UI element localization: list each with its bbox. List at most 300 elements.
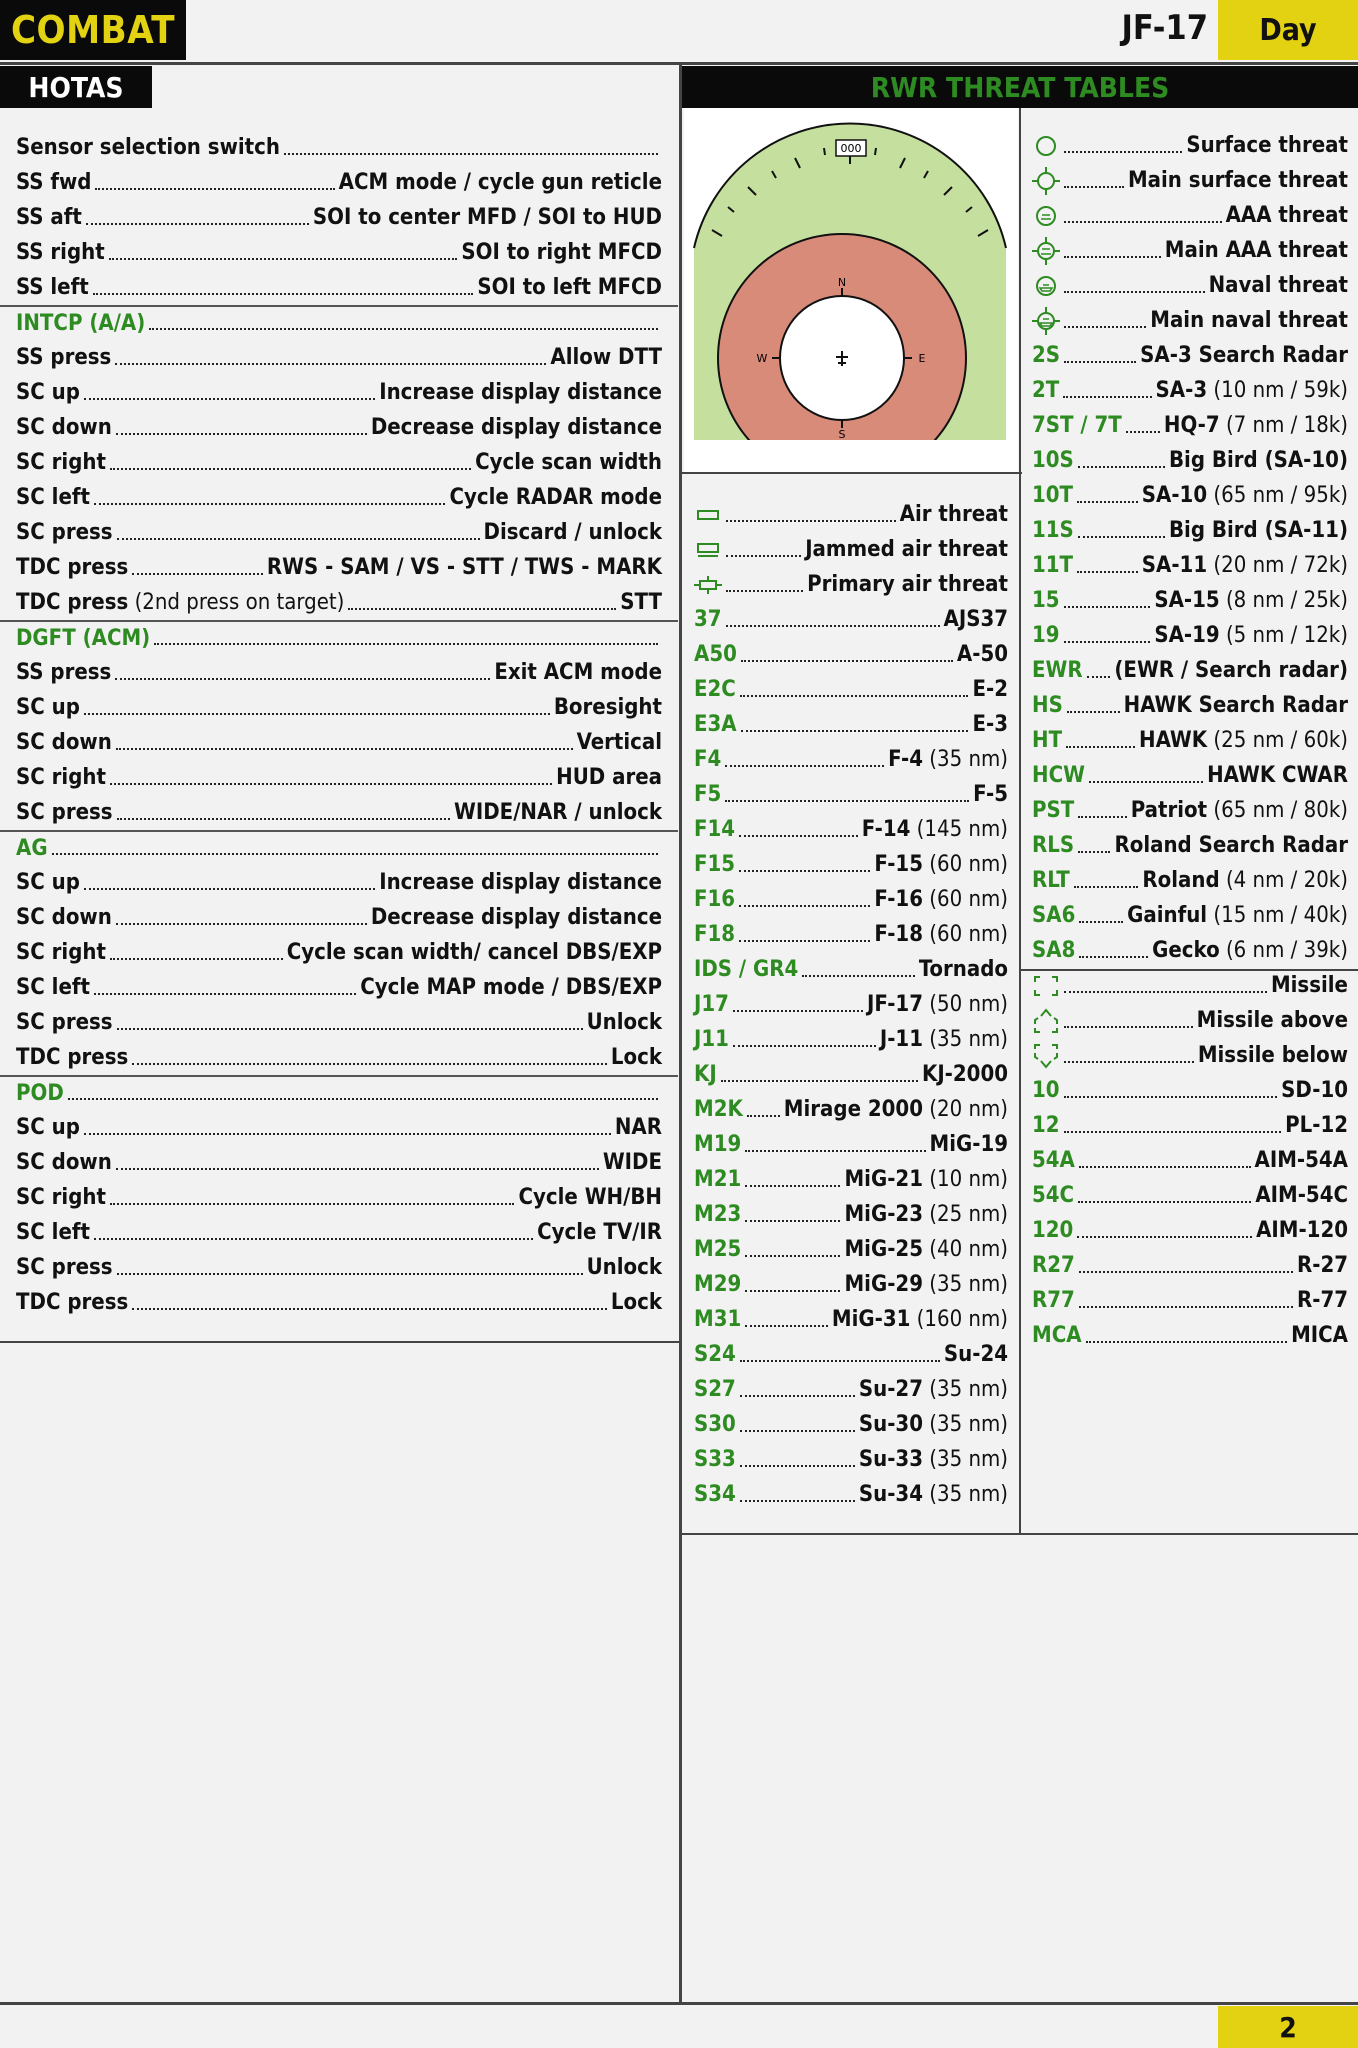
row-key: A50 [694, 642, 737, 667]
leader-dots [1064, 326, 1146, 328]
leader-dots [284, 153, 658, 155]
row-key: M31 [694, 1307, 742, 1332]
row-value: Tornado [918, 957, 1008, 982]
row-value: MiG-25 [844, 1237, 923, 1262]
row-key: 2S [1032, 343, 1061, 368]
hotas-row [0, 1285, 678, 1320]
hotas-row [0, 235, 678, 270]
row-value: J-11 [879, 1027, 923, 1052]
rwr-header: RWR THREAT TABLES [682, 66, 1358, 108]
west-label: W [756, 352, 768, 365]
row-note: (60 nm) [922, 887, 1008, 912]
leader-dots [95, 188, 334, 190]
hotas-row [0, 760, 678, 795]
row-value: KJ-2000 [921, 1062, 1008, 1087]
leader-dots [154, 643, 658, 645]
row-value: SA-3 [1155, 378, 1208, 403]
leader-dots [117, 538, 480, 540]
hotas-row [0, 1040, 678, 1075]
air-threat-row [684, 1197, 1018, 1232]
row-value: HAWK CWAR [1207, 763, 1348, 788]
row-key: M25 [694, 1237, 742, 1262]
row-value: E-3 [972, 712, 1008, 737]
leader-dots [1078, 1201, 1251, 1203]
missile-row [1022, 1038, 1358, 1073]
leader-dots [802, 975, 915, 977]
row-value: WIDE/NAR / unlock [454, 800, 662, 825]
air-threat-row [684, 1302, 1018, 1337]
row-value: MICA [1291, 1323, 1348, 1348]
leader-dots [726, 625, 940, 627]
leader-dots [745, 1325, 828, 1327]
row-value: Gainful [1127, 903, 1208, 928]
row-value: Patriot [1130, 798, 1208, 823]
row-key: SS left [16, 275, 89, 300]
row-key: M23 [694, 1202, 742, 1227]
leader-dots [1064, 1131, 1282, 1133]
leader-dots [84, 1133, 611, 1135]
row-key: EWR [1032, 658, 1083, 683]
hotas-row [0, 900, 678, 935]
leader-dots [745, 1290, 840, 1292]
row-key: F18 [694, 922, 736, 947]
leader-dots [93, 293, 474, 295]
row-key: J11 [694, 1027, 729, 1052]
row-value: HQ-7 [1163, 413, 1220, 438]
row-key: 2T [1032, 378, 1060, 403]
row-key: SC up [16, 695, 80, 720]
air-threat-row [684, 567, 1018, 602]
row-value: Su-34 [858, 1482, 923, 1507]
leader-dots [726, 590, 803, 592]
row-key: 10 [1032, 1078, 1060, 1103]
air-threat-icon [694, 508, 722, 522]
row-value: Allow DTT [550, 345, 662, 370]
row-key: POD [16, 1081, 64, 1106]
leader-dots [84, 398, 375, 400]
row-value: MiG-31 [831, 1307, 911, 1332]
hotas-row [0, 130, 678, 165]
leader-dots [1077, 571, 1138, 573]
row-key-note: (2nd press on target) [128, 590, 345, 615]
row-key: 12 [1032, 1113, 1060, 1138]
rwr-surface-threats [1022, 128, 1358, 1353]
hotas-row [0, 585, 678, 620]
row-note: (160 nm) [910, 1307, 1008, 1332]
surface-threat-row [1022, 618, 1358, 653]
row-value: AJS37 [943, 607, 1008, 632]
row-value: Increase display distance [379, 870, 662, 895]
leader-dots [747, 1115, 780, 1117]
row-value: Lock [610, 1290, 662, 1315]
row-value: Cycle WH/BH [518, 1185, 662, 1210]
leader-dots [1078, 466, 1165, 468]
row-value: Main surface threat [1127, 168, 1348, 193]
hotas-row [0, 865, 678, 900]
leader-dots [110, 958, 283, 960]
surface-threat-row [1022, 268, 1358, 303]
row-note: (35 nm) [922, 1377, 1008, 1402]
row-value: (EWR / Search radar) [1114, 658, 1348, 683]
leader-dots [132, 1063, 607, 1065]
row-key: TDC press [16, 1290, 129, 1315]
hotas-row [0, 970, 678, 1005]
top-bar [0, 0, 1358, 62]
row-note: (60 nm) [922, 852, 1008, 877]
row-value: Increase display distance [379, 380, 662, 405]
row-key: SS fwd [16, 170, 92, 195]
leader-dots [348, 608, 616, 610]
air-threat-row [684, 882, 1018, 917]
row-value: JF-17 [867, 992, 923, 1017]
leader-dots [86, 223, 309, 225]
leader-dots [726, 520, 896, 522]
row-key: F5 [694, 782, 722, 807]
row-key: TDC press [16, 1045, 129, 1070]
leader-dots [149, 328, 658, 330]
leader-dots [733, 1045, 876, 1047]
leader-dots [1064, 361, 1136, 363]
leader-dots [94, 993, 356, 995]
leader-dots [745, 1150, 925, 1152]
radar-divider [682, 472, 1022, 474]
leader-dots [117, 818, 450, 820]
row-value: HAWK Search Radar [1123, 693, 1348, 718]
surface-threat-row [1022, 583, 1358, 618]
missile-row [1022, 968, 1358, 1003]
missile-row [1022, 1178, 1358, 1213]
hotas-row [0, 270, 678, 305]
row-value: ACM mode / cycle gun reticle [338, 170, 662, 195]
row-value: Gecko [1152, 938, 1220, 963]
row-value: Roland [1142, 868, 1220, 893]
row-value: SA-11 [1141, 553, 1208, 578]
row-value: SA-19 [1154, 623, 1220, 648]
leader-dots [1079, 1166, 1251, 1168]
east-label: E [918, 352, 926, 365]
surface-threat-row [1022, 723, 1358, 758]
hotas-end-divider [0, 1341, 679, 1343]
air-threat-row [684, 1442, 1018, 1477]
leader-dots [733, 1010, 863, 1012]
row-value: Exit ACM mode [494, 660, 662, 685]
air-threat-row [684, 602, 1018, 637]
leader-dots [1079, 1271, 1293, 1273]
row-value: SOI to center MFD / SOI to HUD [312, 205, 662, 230]
row-value: AAA threat [1225, 203, 1348, 228]
leader-dots [110, 783, 552, 785]
heading-text: 000 [840, 142, 862, 155]
row-key: R27 [1032, 1253, 1075, 1278]
row-value: SA-3 Search Radar [1140, 343, 1348, 368]
leader-dots [745, 1185, 840, 1187]
air-threat-row [684, 1407, 1018, 1442]
row-value: Missile [1270, 973, 1348, 998]
hotas-row [0, 655, 678, 690]
leader-dots [1064, 151, 1182, 153]
row-value: F-15 [874, 852, 923, 877]
row-key: J17 [694, 992, 729, 1017]
section-heading-ag [0, 830, 678, 865]
row-key: SC down [16, 1150, 112, 1175]
leader-dots [739, 940, 870, 942]
row-note: (20 nm / 72k) [1207, 553, 1348, 578]
row-value: PL-12 [1285, 1113, 1348, 1138]
row-key: S27 [694, 1377, 736, 1402]
row-key: S33 [694, 1447, 736, 1472]
leader-dots [117, 1028, 583, 1030]
row-key: 54A [1032, 1148, 1075, 1173]
air-threat-row [684, 532, 1018, 567]
hotas-row [0, 1110, 678, 1145]
row-note: (35 nm) [922, 1027, 1008, 1052]
row-value: Air threat [899, 502, 1008, 527]
leader-dots [1064, 1026, 1193, 1028]
row-value: Missile below [1197, 1043, 1348, 1068]
air-threat-row [684, 812, 1018, 847]
row-note: (35 nm) [922, 1447, 1008, 1472]
hotas-row [0, 1215, 678, 1250]
row-value: HUD area [556, 765, 662, 790]
row-key: M21 [694, 1167, 742, 1192]
north-label: N [837, 276, 847, 289]
row-key: SC down [16, 730, 112, 755]
air-threat-row [684, 497, 1018, 532]
leader-dots [1077, 1236, 1252, 1238]
row-key: SS press [16, 660, 112, 685]
row-value: Boresight [553, 695, 662, 720]
row-key: SA6 [1032, 903, 1076, 928]
main-surface-threat-icon [1032, 167, 1060, 195]
leader-dots [740, 1500, 855, 1502]
row-key: SC right [16, 450, 106, 475]
leader-dots [109, 258, 458, 260]
leader-dots [739, 835, 858, 837]
row-key: SC press [16, 1010, 113, 1035]
hotas-row [0, 550, 678, 585]
row-value: Primary air threat [807, 572, 1008, 597]
row-value: SOI to left MFCD [477, 275, 662, 300]
page-number: 2 [1218, 2006, 1358, 2048]
air-threat-row [684, 1057, 1018, 1092]
row-note: (65 nm / 80k) [1207, 798, 1348, 823]
row-note: (10 nm) [922, 1167, 1008, 1192]
air-threat-row [684, 917, 1018, 952]
leader-dots [1078, 816, 1126, 818]
row-key: 11S [1032, 518, 1074, 543]
surface-threat-row [1022, 128, 1358, 163]
row-key: RLS [1032, 833, 1075, 858]
rwr-column-divider [1019, 108, 1021, 1534]
aaa-threat-icon [1032, 204, 1060, 228]
row-value: Discard / unlock [483, 520, 662, 545]
leader-dots [1063, 396, 1151, 398]
leader-dots [1074, 886, 1139, 888]
row-value: R-27 [1296, 1253, 1348, 1278]
row-key: 54C [1032, 1183, 1075, 1208]
surface-threat-row [1022, 443, 1358, 478]
row-value: Vertical [576, 730, 662, 755]
hotas-row [0, 795, 678, 830]
leader-dots [739, 905, 870, 907]
row-value: Unlock [586, 1255, 662, 1280]
surface-threat-row [1022, 303, 1358, 338]
leader-dots [115, 363, 546, 365]
air-threat-row [684, 1022, 1018, 1057]
south-label: S [838, 428, 846, 441]
leader-dots [1078, 536, 1165, 538]
row-value: Big Bird (SA-10) [1168, 448, 1348, 473]
leader-dots [1064, 1096, 1278, 1098]
leader-dots [116, 433, 367, 435]
hotas-row [0, 690, 678, 725]
leader-dots [1077, 501, 1138, 503]
row-key: HS [1032, 693, 1063, 718]
leader-dots [110, 468, 471, 470]
row-value: Surface threat [1186, 133, 1348, 158]
leader-dots [1064, 606, 1151, 608]
row-key: SC down [16, 905, 112, 930]
aircraft-title: JF-17 [1121, 8, 1208, 48]
missile-row [1022, 1248, 1358, 1283]
hotas-row [0, 375, 678, 410]
row-key: AG [16, 836, 48, 861]
hotas-row [0, 165, 678, 200]
hotas-row [0, 1250, 678, 1285]
leader-dots [1086, 1341, 1288, 1343]
row-key: SC left [16, 485, 90, 510]
missile-row [1022, 1073, 1358, 1108]
leader-dots [740, 1360, 940, 1362]
surface-threat-row [1022, 828, 1358, 863]
row-key: SA8 [1032, 938, 1076, 963]
row-value: AIM-120 [1256, 1218, 1348, 1243]
row-value: Cycle scan width [475, 450, 662, 475]
leader-dots [1079, 1306, 1293, 1308]
row-key: SC left [16, 975, 90, 1000]
row-key: F15 [694, 852, 736, 877]
row-note: (25 nm) [922, 1202, 1008, 1227]
column-divider [679, 62, 682, 2004]
row-value: Big Bird (SA-11) [1168, 518, 1348, 543]
row-value: NAR [614, 1115, 662, 1140]
rwr-scope [684, 108, 1018, 472]
surface-threat-row [1022, 478, 1358, 513]
row-value: F-4 [888, 747, 923, 772]
air-threat-row [684, 1127, 1018, 1162]
row-value: MiG-29 [844, 1272, 923, 1297]
row-key: IDS / GR4 [694, 957, 799, 982]
row-value: SA-15 [1154, 588, 1220, 613]
missile-icon [1032, 974, 1060, 998]
primary-air-threat-icon [694, 576, 722, 594]
row-key: SC press [16, 520, 113, 545]
row-value: AIM-54C [1255, 1183, 1348, 1208]
row-value: Main naval threat [1150, 308, 1348, 333]
row-note: (10 nm / 59k) [1207, 378, 1348, 403]
row-value: SD-10 [1281, 1078, 1348, 1103]
air-threat-row [684, 637, 1018, 672]
row-value: Lock [610, 1045, 662, 1070]
row-key: SC press [16, 800, 113, 825]
surface-threat-row [1022, 688, 1358, 723]
air-threat-row [684, 1477, 1018, 1512]
row-key: RLT [1032, 868, 1070, 893]
air-threat-row [684, 672, 1018, 707]
section-heading-pod [0, 1075, 678, 1110]
row-value: MiG-23 [844, 1202, 923, 1227]
leader-dots [94, 1238, 533, 1240]
row-value: Decrease display distance [370, 905, 662, 930]
row-key: SC right [16, 1185, 106, 1210]
row-note: (35 nm) [922, 747, 1008, 772]
row-note: (35 nm) [922, 1272, 1008, 1297]
leader-dots [115, 678, 490, 680]
leader-dots [68, 1098, 658, 1100]
leader-dots [1087, 676, 1111, 678]
row-value: Su-24 [943, 1342, 1008, 1367]
row-value: Roland Search Radar [1114, 833, 1348, 858]
hotas-row [0, 935, 678, 970]
leader-dots [739, 870, 870, 872]
surface-threat-row [1022, 338, 1358, 373]
missile-divider [1021, 969, 1358, 971]
air-threat-row [684, 707, 1018, 742]
row-key: F14 [694, 817, 736, 842]
surface-threat-row [1022, 863, 1358, 898]
leader-dots [1126, 431, 1160, 433]
surface-threat-row [1022, 793, 1358, 828]
row-value: Main AAA threat [1164, 238, 1348, 263]
row-note: (25 nm / 60k) [1207, 728, 1348, 753]
section-heading-intcp-a-a [0, 305, 678, 340]
leader-dots [132, 1308, 607, 1310]
leader-dots [1067, 711, 1120, 713]
missile-above-icon [1032, 1008, 1060, 1034]
surface-threat-row [1022, 408, 1358, 443]
row-value: RWS - SAM / VS - STT / TWS - MARK [266, 555, 662, 580]
row-key: PST [1032, 798, 1075, 823]
row-value: Naval threat [1208, 273, 1348, 298]
leader-dots [721, 1080, 918, 1082]
row-value: STT [620, 590, 662, 615]
hotas-row [0, 1180, 678, 1215]
missile-below-icon [1032, 1043, 1060, 1069]
row-key: M2K [694, 1097, 743, 1122]
row-value: Cycle scan width/ cancel DBS/EXP [286, 940, 662, 965]
surface-threat-row [1022, 758, 1358, 793]
air-threat-row [684, 742, 1018, 777]
row-value: F-5 [973, 782, 1008, 807]
leader-dots [1089, 781, 1203, 783]
air-threat-row [684, 952, 1018, 987]
row-value: HAWK [1139, 728, 1208, 753]
jammed-air-threat-icon [694, 542, 722, 558]
leader-dots [84, 713, 550, 715]
row-key: Sensor selection switch [16, 135, 280, 160]
row-key: E2C [694, 677, 736, 702]
row-value: Unlock [586, 1010, 662, 1035]
row-note: (5 nm / 12k) [1219, 623, 1348, 648]
leader-dots [110, 1203, 515, 1205]
row-key: F16 [694, 887, 736, 912]
leader-dots [1079, 956, 1148, 958]
leader-dots [116, 748, 573, 750]
missile-row [1022, 1108, 1358, 1143]
main-naval-threat-icon [1032, 307, 1060, 335]
row-value: AIM-54A [1254, 1148, 1348, 1173]
leader-dots [725, 765, 884, 767]
